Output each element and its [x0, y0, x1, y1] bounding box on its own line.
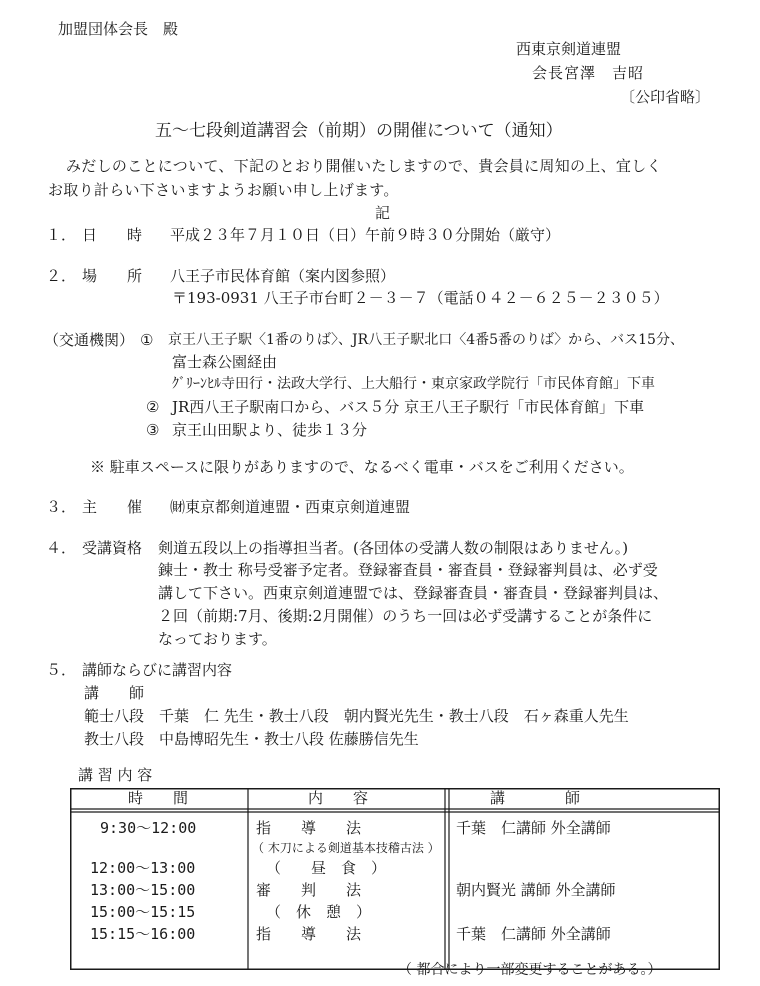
- route-1-line-3: ｸﾞﾘｰﾝﾋﾙ寺田行・法政大学行、上大船行・東京家政学院行「市民体育館」下車: [172, 376, 655, 392]
- item-3-label: 主 催: [82, 498, 143, 516]
- qual-line-1: 剣道五段以上の指導担当者。(各団体の受講人数の制限はありません。): [158, 539, 629, 557]
- lecturers-sub-heading: 講 師: [84, 684, 145, 702]
- qual-line-2: 錬士・教士 称号受審予定者。登録審査員・審査員・登録審判員は、必ず受: [158, 561, 658, 579]
- route-2-line: JR西八王子駅南口から、バス５分 京王八王子駅行「市民体育館」下車: [172, 398, 645, 416]
- row-1-teacher: 千葉 仁講師 外全講師: [456, 819, 611, 837]
- qual-line-4: ２回（前期:7月、後期:2月開催）のうち一回は必ず受講することが条件に: [158, 607, 653, 625]
- qual-line-5: なっております。: [158, 630, 277, 648]
- document-title: 五～七段剣道講習会（前期）の開催について（通知）: [155, 121, 563, 141]
- row-1-content: 指 導 法: [256, 819, 362, 837]
- transport-label: （交通機関）: [44, 331, 135, 349]
- item-4-label: 受講資格: [82, 539, 143, 557]
- item-4-num: ４．: [46, 539, 77, 557]
- schedule-table: [70, 788, 720, 970]
- item-3-num: ３．: [46, 498, 77, 516]
- row-3-teacher: 朝内賢光 講師 外全講師: [456, 881, 616, 899]
- row-5-time: 15:15～16:00: [90, 925, 196, 943]
- item-2-label: 場 所: [82, 267, 143, 285]
- item-1-value: 平成２３年７月１０日（日）午前９時３０分開始（厳守）: [170, 226, 561, 244]
- intro-line-2: お取り計らい下さいますようお願い申し上げます。: [48, 181, 399, 199]
- addressee: 加盟団体会長 殿: [58, 20, 179, 38]
- parking-note: ※ 駐車スペースに限りがありますので、なるべく電車・バスをご利用ください。: [90, 458, 634, 476]
- qual-line-3: 講して下さい。西東京剣道連盟では、登録審査員・審査員・登録審判員は、: [158, 584, 669, 602]
- header-content: 内 容: [308, 789, 369, 807]
- item-1-label: 日 時: [82, 226, 143, 244]
- route-3-line: 京王山田駅より、徒歩１３分: [172, 421, 368, 439]
- seal-omitted-note: 〔公印省略〕: [620, 88, 711, 106]
- route-1-line-2: 富士森公園経由: [172, 353, 278, 371]
- lecturers-line-2: 教士八段 中島博昭先生・教士八段 佐藤勝信先生: [84, 730, 419, 748]
- schedule-caption: 講 習 内 容: [78, 766, 153, 784]
- item-3-value: ㈶東京都剣道連盟・西東京剣道連盟: [170, 498, 411, 516]
- row-2-time: 12:00～13:00: [90, 859, 196, 877]
- row-2-content: （ 昼 食 ）: [266, 859, 387, 877]
- row-1-content-sub: （ 木刀による剣道基本技稽古法 ）: [252, 841, 440, 855]
- route-3-mark: ③: [146, 421, 160, 439]
- row-3-content: 審 判 法: [256, 881, 362, 899]
- row-4-time: 15:00～15:15: [90, 903, 196, 921]
- row-4-content: （ 休 憩 ）: [266, 903, 372, 921]
- header-teacher: 講 師: [490, 789, 581, 807]
- item-5-label: 講師ならびに講習内容: [82, 661, 233, 679]
- intro-line-1: みだしのことについて、下記のとおり開催いたしますので、貴会員に周知の上、宜しく: [66, 157, 662, 175]
- schedule-footnote: （ 都合により一部変更することがある。）: [398, 962, 662, 978]
- sender-org: 西東京剣道連盟: [516, 40, 622, 58]
- item-1-num: １．: [46, 226, 77, 244]
- row-5-content: 指 導 法: [256, 925, 362, 943]
- row-5-teacher: 千葉 仁講師 外全講師: [456, 925, 611, 943]
- header-time: 時 間: [128, 789, 189, 807]
- item-5-num: ５．: [46, 661, 77, 679]
- item-2-value-1: 八王子市民体育館（案内図参照）: [170, 267, 396, 285]
- route-1-mark: ①: [140, 331, 154, 349]
- route-1-line-1: 京王八王子駅〈1番のりば〉、JR八王子駅北口〈4番5番のりば〉から、バス15分、: [168, 332, 684, 348]
- route-2-mark: ②: [146, 398, 160, 416]
- row-3-time: 13:00～15:00: [90, 881, 196, 899]
- lecturers-line-1: 範士八段 千葉 仁 先生・教士八段 朝内賢光先生・教士八段 石ヶ森重人先生: [84, 707, 629, 725]
- sender-name: 会長宮澤 吉昭: [532, 64, 645, 82]
- row-1-time: 9:30～12:00: [100, 819, 197, 837]
- ki-heading: 記: [375, 204, 391, 222]
- item-2-num: ２．: [46, 267, 77, 285]
- item-2-value-2: 〒193-0931 八王子市台町２－３－７（電話０４２－６２５－２３０５）: [172, 289, 669, 307]
